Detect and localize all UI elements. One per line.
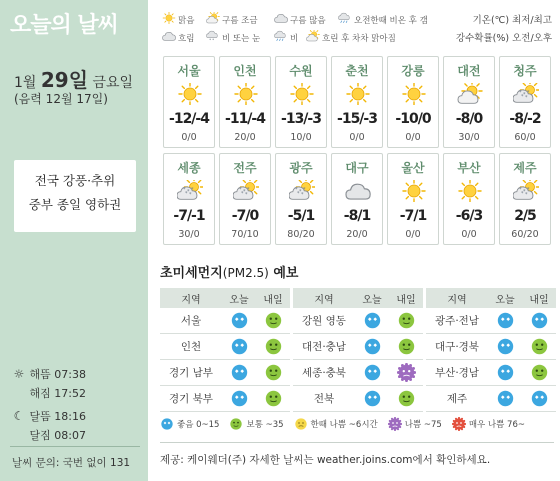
svg-text:*: * bbox=[245, 192, 248, 198]
dust-region: 인천 bbox=[180, 341, 202, 353]
table-row bbox=[293, 334, 423, 360]
svg-text:*: * bbox=[527, 90, 530, 96]
city-temperature: -8/1 bbox=[343, 208, 371, 224]
dust-normal-icon bbox=[530, 337, 549, 356]
city-card bbox=[275, 153, 327, 245]
weather-legend bbox=[160, 10, 556, 50]
city-card bbox=[219, 56, 271, 148]
svg-text:*: * bbox=[247, 187, 250, 193]
page-title: 오늘의 날씨 bbox=[10, 13, 118, 38]
dust-legend-item: 보통 ~35 bbox=[229, 417, 283, 431]
city-rain-probability: 0/0 bbox=[181, 132, 197, 143]
city-name: 강릉 bbox=[401, 64, 425, 78]
source-footer: 제공: 케이웨더(주) 자세한 날씨는 weather.joins.com에서 확인하세요. bbox=[160, 454, 491, 466]
city-rain-probability: 30/0 bbox=[458, 132, 480, 143]
city-rain-probability: 20/0 bbox=[234, 132, 256, 143]
city-card bbox=[331, 56, 383, 148]
legend-few-clouds: 구름 조금 bbox=[206, 12, 258, 27]
city-card bbox=[219, 153, 271, 245]
dust-table bbox=[293, 288, 423, 412]
snow-sun-icon bbox=[233, 180, 259, 202]
dust-good-icon bbox=[530, 311, 549, 330]
sun-icon bbox=[289, 83, 315, 105]
dust-normal-icon bbox=[530, 363, 549, 382]
table-row bbox=[293, 360, 423, 386]
city-temperature: -7/1 bbox=[399, 208, 427, 224]
dust-normal-icon bbox=[397, 389, 416, 408]
city-temperature: -13/-3 bbox=[281, 111, 321, 127]
svg-text:*: * bbox=[295, 187, 298, 193]
legend-rain-or-snow: * * 비 또는 눈 bbox=[206, 30, 260, 45]
city-temperature: -8/0 bbox=[455, 111, 483, 127]
dust-region: 전북 bbox=[313, 393, 335, 405]
city-temperature: -7/0 bbox=[231, 208, 259, 224]
svg-text:*: * bbox=[525, 95, 528, 101]
dust-good-icon bbox=[496, 337, 515, 356]
svg-text:*: * bbox=[185, 191, 188, 197]
city-card bbox=[499, 153, 551, 245]
legend-cloudy-then-clear: 흐린 후 차차 맑아짐 bbox=[306, 30, 396, 45]
city-card bbox=[275, 56, 327, 148]
city-temperature: -11/-4 bbox=[225, 111, 265, 127]
dust-good-icon bbox=[496, 389, 515, 408]
dust-normal-icon bbox=[264, 337, 283, 356]
dust-bad-icon bbox=[397, 363, 416, 382]
dust-good-icon bbox=[530, 389, 549, 408]
dust-good-icon bbox=[496, 311, 515, 330]
snow-sun-icon bbox=[513, 180, 539, 202]
sun-icon bbox=[177, 83, 203, 105]
dust-good-icon bbox=[363, 337, 382, 356]
dust-warning-icon bbox=[294, 417, 308, 431]
city-temperature: -10/0 bbox=[395, 111, 431, 127]
dust-legend-item: 매우 나쁨 76~ bbox=[452, 417, 525, 431]
sun-icon: ☼ bbox=[13, 367, 25, 381]
dust-legend-item: 좋음 0~15 bbox=[160, 417, 219, 431]
dust-normal-icon bbox=[264, 389, 283, 408]
snow-sun-icon bbox=[289, 180, 315, 202]
dust-table-header: 지역 오늘 내일 bbox=[160, 288, 290, 308]
notice-line-2: 중부 종일 영하권 bbox=[28, 197, 122, 212]
dust-good-icon bbox=[363, 389, 382, 408]
dust-normal-icon bbox=[264, 311, 283, 330]
city-name: 부산 bbox=[457, 161, 481, 175]
svg-text:*: * bbox=[519, 187, 522, 193]
rain-probability-unit: 강수확률(%) 오전/오후 bbox=[455, 33, 552, 44]
city-card bbox=[387, 153, 439, 245]
city-temperature: -12/-4 bbox=[169, 111, 209, 127]
svg-text:*: * bbox=[523, 92, 526, 98]
city-name: 춘천 bbox=[345, 64, 369, 78]
date-label: 1월 29일 금요일 bbox=[14, 68, 134, 92]
dust-legend-item: 한때 나쁨 ~6시간 bbox=[294, 417, 378, 431]
dust-region: 경기 남부 bbox=[169, 367, 213, 379]
dust-good-icon bbox=[363, 311, 382, 330]
city-name: 세종 bbox=[177, 161, 201, 175]
partly-cloudy-icon bbox=[206, 12, 220, 27]
dust-region: 광주·전남 bbox=[435, 315, 479, 327]
table-row bbox=[426, 360, 556, 386]
svg-text:*: * bbox=[297, 191, 300, 197]
city-name: 제주 bbox=[513, 161, 537, 175]
left-panel bbox=[0, 0, 148, 481]
legend-sunny: 맑음 bbox=[162, 12, 194, 27]
svg-text:*: * bbox=[301, 192, 304, 198]
city-name: 수원 bbox=[289, 64, 313, 78]
city-card bbox=[443, 153, 495, 245]
snow-sun-icon bbox=[177, 180, 203, 202]
city-rain-probability: 0/0 bbox=[349, 132, 365, 143]
svg-text:*: * bbox=[241, 191, 244, 197]
city-name: 인천 bbox=[233, 64, 257, 78]
dust-very-bad-icon bbox=[452, 417, 466, 431]
dust-normal-icon bbox=[397, 337, 416, 356]
dust-good-icon bbox=[496, 363, 515, 382]
overcast-icon bbox=[162, 30, 176, 45]
dust-region: 대구·경북 bbox=[435, 341, 479, 353]
city-card bbox=[387, 56, 439, 148]
city-card bbox=[331, 153, 383, 245]
city-rain-probability: 80/20 bbox=[287, 229, 315, 240]
svg-text:*: * bbox=[187, 189, 190, 195]
city-rain-probability: 0/0 bbox=[405, 229, 421, 240]
dust-forecast-title: 초미세먼지(PM2.5) 예보 bbox=[160, 266, 299, 281]
table-row bbox=[160, 386, 290, 412]
snow-icon bbox=[206, 30, 220, 45]
city-rain-probability: 60/0 bbox=[514, 132, 536, 143]
svg-text:*: * bbox=[243, 189, 246, 195]
sun-icon bbox=[162, 12, 176, 27]
cloud-sun-icon bbox=[306, 30, 320, 45]
city-card bbox=[499, 56, 551, 148]
table-row bbox=[426, 308, 556, 334]
sun-icon bbox=[401, 180, 427, 202]
city-rain-probability: 60/20 bbox=[511, 229, 539, 240]
city-name: 대전 bbox=[457, 64, 481, 78]
table-row bbox=[160, 334, 290, 360]
legend-rain: 비 bbox=[274, 30, 298, 45]
weather-notice bbox=[14, 160, 136, 232]
dust-region: 제주 bbox=[446, 393, 468, 405]
partly-cloudy-icon bbox=[457, 83, 483, 105]
svg-text:*: * bbox=[521, 94, 524, 100]
table-row bbox=[293, 386, 423, 412]
city-rain-probability: 10/0 bbox=[290, 132, 312, 143]
sun-icon bbox=[401, 83, 427, 105]
legend-rain-then-clear: 오전한때 비온 후 갬 bbox=[338, 12, 428, 27]
dust-good-icon bbox=[230, 389, 249, 408]
dust-table bbox=[160, 288, 290, 412]
moon-icon: ☾ bbox=[13, 409, 25, 423]
city-temperature: 2/5 bbox=[514, 208, 536, 224]
dust-good-icon bbox=[363, 363, 382, 382]
legend-mostly-cloudy: 구름 많음 bbox=[274, 12, 326, 27]
dust-region: 강원 영동 bbox=[302, 315, 346, 327]
city-name: 서울 bbox=[177, 64, 201, 78]
lunar-date: (음력 12월 17일) bbox=[14, 92, 108, 106]
city-temperature: -8/-2 bbox=[509, 111, 541, 127]
city-name: 전주 bbox=[233, 161, 257, 175]
dust-region: 서울 bbox=[180, 315, 202, 327]
city-rain-probability: 30/0 bbox=[178, 229, 200, 240]
table-row bbox=[160, 308, 290, 334]
table-row bbox=[426, 334, 556, 360]
sunset: 해짐 17:52 bbox=[29, 387, 86, 400]
legend-overcast: 흐림 bbox=[162, 30, 194, 45]
sun-icon bbox=[345, 83, 371, 105]
svg-text:*: * bbox=[519, 90, 522, 96]
temperature-unit: 기온(℃) 최저/최고 bbox=[472, 15, 552, 26]
city-card bbox=[163, 56, 215, 148]
svg-text:* *: * * bbox=[209, 37, 215, 42]
city-name: 대구 bbox=[345, 161, 369, 175]
city-temperature: -5/1 bbox=[287, 208, 315, 224]
notice-line-1: 전국 강풍·추위 bbox=[34, 173, 116, 188]
svg-text:*: * bbox=[525, 192, 528, 198]
city-card bbox=[163, 153, 215, 245]
svg-text:*: * bbox=[239, 187, 242, 193]
city-temperature: -7/-1 bbox=[173, 208, 205, 224]
dust-table bbox=[426, 288, 556, 412]
table-row bbox=[426, 386, 556, 412]
snow-sun-icon bbox=[513, 83, 539, 105]
dust-region: 대전·충남 bbox=[302, 341, 346, 353]
table-row bbox=[160, 360, 290, 386]
dust-region: 경기 북부 bbox=[169, 393, 213, 405]
moonset: 달짐 08:07 bbox=[29, 429, 86, 442]
dust-region: 부산·경남 bbox=[435, 367, 479, 379]
svg-text:*: * bbox=[521, 191, 524, 197]
city-rain-probability: 0/0 bbox=[461, 229, 477, 240]
city-temperature: -6/3 bbox=[455, 208, 483, 224]
dust-good-icon bbox=[230, 337, 249, 356]
rain-cloud-icon bbox=[338, 12, 352, 27]
city-temperature: -15/-3 bbox=[337, 111, 377, 127]
cloud-icon bbox=[274, 12, 288, 27]
dust-good-icon bbox=[160, 417, 174, 431]
city-name: 울산 bbox=[401, 161, 425, 175]
city-rain-probability: 0/0 bbox=[405, 132, 421, 143]
svg-text:*: * bbox=[303, 187, 306, 193]
table-row bbox=[293, 308, 423, 334]
weather-inquiry: 날씨 문의: 국번 없이 131 bbox=[12, 457, 131, 469]
dust-normal-icon bbox=[397, 311, 416, 330]
cloudy-icon bbox=[345, 180, 371, 202]
svg-text:*: * bbox=[299, 189, 302, 195]
svg-text:*: * bbox=[523, 189, 526, 195]
dust-good-icon bbox=[230, 363, 249, 382]
dust-normal-icon bbox=[229, 417, 243, 431]
sun-icon bbox=[233, 83, 259, 105]
dust-table-header: 지역 오늘 내일 bbox=[293, 288, 423, 308]
sun-icon bbox=[457, 180, 483, 202]
city-name: 광주 bbox=[289, 161, 313, 175]
dust-legend bbox=[160, 416, 554, 432]
dust-good-icon bbox=[230, 311, 249, 330]
dust-bad-icon bbox=[388, 417, 402, 431]
city-rain-probability: 70/10 bbox=[231, 229, 259, 240]
rain-icon bbox=[274, 30, 288, 45]
svg-text:*: * bbox=[527, 187, 530, 193]
city-card bbox=[443, 56, 495, 148]
svg-text:*: * bbox=[189, 192, 192, 198]
dust-legend-item: 나쁨 ~75 bbox=[388, 417, 442, 431]
city-rain-probability: 20/0 bbox=[346, 229, 368, 240]
dust-table-header: 지역 오늘 내일 bbox=[426, 288, 556, 308]
dust-region: 세종·충북 bbox=[302, 367, 346, 379]
svg-text:*: * bbox=[183, 187, 186, 193]
dust-normal-icon bbox=[264, 363, 283, 382]
sunrise: ☼ 해뜸 07:38 bbox=[13, 367, 86, 381]
city-name: 청주 bbox=[513, 64, 537, 78]
moonrise: ☾ 달뜸 18:16 bbox=[13, 409, 86, 423]
svg-text:*: * bbox=[191, 187, 194, 193]
